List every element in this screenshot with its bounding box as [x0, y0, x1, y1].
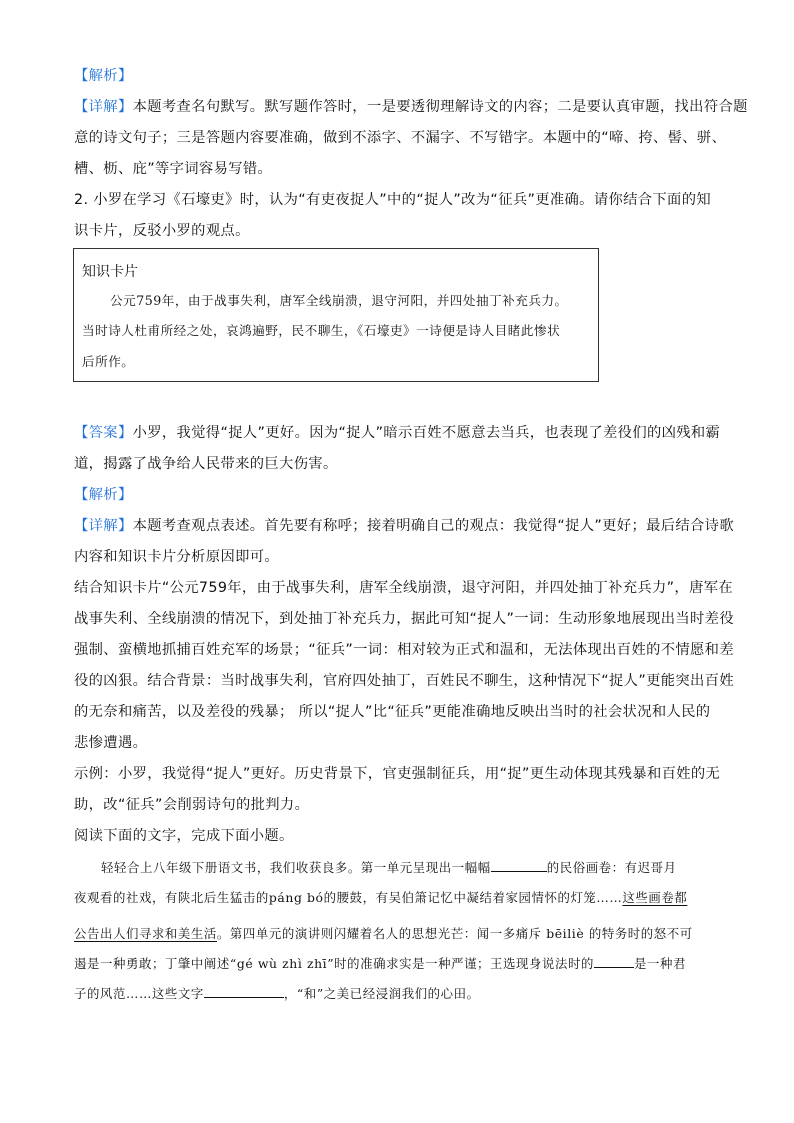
- passage-line: [101, 859, 677, 877]
- detail-line: 意的诗文句子；三是答题内容要准确，做到不添字、不漏字、不写错字。本题中的“啼、挎、髻、骈、: [74, 130, 727, 146]
- detail-text: 本题考查观点表述。首先要有称呼；接着明确自己的观点：我觉得“捉人”更好；最后结合诗歌: [132, 518, 734, 534]
- detail-line: 结合知识卡片“公元759年，由于战事失利，唐军全线崩溃，退守河阳，并四处抽丁补充兵力”，唐军在: [74, 580, 734, 596]
- fill-blank: [594, 955, 634, 968]
- detail-line: 悲惨遭遇。: [74, 735, 148, 751]
- answer-tag: 【答案】: [74, 425, 133, 441]
- fill-blank: [491, 859, 547, 872]
- card-line: 后所作。: [82, 354, 135, 369]
- passage-text: 子的风范……这些文字: [74, 986, 204, 1001]
- passage-text: 轻轻合上八年级下册语文书，我们收获良多。第一单元呈现出一幅幅: [101, 860, 491, 875]
- passage-text: 是一种君: [633, 956, 686, 971]
- detail-line: 强制、蛮横地抓捕百姓充军的场景；“征兵”一词：相对较为正式和温和，无法体现出百姓的不情愿和差: [74, 642, 734, 658]
- question-line: 识卡片，反驳小罗的观点。: [74, 223, 250, 239]
- analysis-tag: 【解析】: [74, 68, 133, 84]
- question-line: 2. 小罗在学习《石壕吏》时，认为“有吏夜捉人”中的“捉人”改为“征兵”更准确。请你结合下面的知: [74, 192, 711, 208]
- detail-line: 战事失利、全线崩溃的情况下，到处抽丁补充兵力，据此可知“捉人”一词：生动形象地展现出当时差役: [74, 611, 734, 627]
- instruction-line: 阅读下面的文字，完成下面小题。: [74, 828, 294, 844]
- example-line: 助，改“征兵”会削弱诗句的批判力。: [74, 797, 310, 813]
- passage-text: 遏是一种勇敢；丁肇中阐述“gé wù zhì zhī”时的准确求实是一种严谨；王选现身说法时的: [74, 956, 594, 971]
- knowledge-card: [73, 248, 599, 382]
- detail-line: 的无奈和痛苦，以及差役的残暴； 所以“捉人”比“征兵”更能准确地反映出当时的社会状况和人民的: [74, 704, 711, 720]
- passage-line: [74, 889, 687, 907]
- detail-tag: 【详解】: [74, 99, 133, 115]
- card-title: 知识卡片: [82, 264, 138, 280]
- answer-line: [74, 423, 720, 443]
- passage-line: [74, 925, 693, 943]
- detail-text: 本题考查名句默写。默写题作答时，一是要透彻理解诗文的内容；二是要认真审题，找出符合题: [132, 99, 748, 115]
- detail-tag: 【详解】: [74, 518, 133, 534]
- answer-line: 道，揭露了战争给人民带来的巨大伤害。: [74, 456, 338, 472]
- detail-line: 槽、枥、庇”等字词容易写错。: [74, 161, 273, 177]
- passage-text: 夜观看的社戏，有陕北后生猛击的páng bó的腰鼓，有吴伯箫记忆中凝结着家园情怀的灯笼……: [74, 890, 623, 905]
- card-line: 当时诗人杜甫所经之处，哀鸿遍野，民不聊生，《石壕吏》一诗便是诗人目睹此惨状: [82, 323, 561, 338]
- detail-line: [74, 97, 748, 117]
- passage-text: ，“和”之美已经浸润我们的心田。: [283, 986, 480, 1001]
- card-line: 公元759年，由于战事失利，唐军全线崩溃，退守河阳，并四处抽丁补充兵力。: [110, 293, 568, 308]
- detail-line: 内容和知识卡片分析原因即可。: [74, 549, 280, 565]
- passage-line: [74, 955, 686, 973]
- passage-text: 的民俗画卷：有迟哥月: [546, 860, 677, 875]
- passage-text: 。第四单元的演讲则闪耀着名人的思想光芒：闻一多痛斥 bēiliè 的特务时的怒不可: [216, 926, 693, 941]
- answer-text: 小罗，我觉得“捉人”更好。因为“捉人”暗示百姓不愿意去当兵，也表现了差役们的凶残和霸: [132, 425, 721, 441]
- detail-line: [74, 516, 734, 536]
- detail-line: 役的凶狠。结合背景：当时战事失利，官府四处抽丁，百姓民不聊生，这种情况下“捉人”更能突出百姓: [74, 673, 734, 689]
- analysis-tag: 【解析】: [74, 487, 133, 503]
- example-line: 示例：小罗，我觉得“捉人”更好。历史背景下，官吏强制征兵，用“捉”更生动体现其残暴和百姓的无: [74, 766, 721, 782]
- fill-blank: [204, 985, 284, 998]
- passage-line: [74, 985, 480, 1003]
- underlined-sentence: 这些画卷都: [622, 890, 688, 905]
- underlined-sentence: 公告出人们寻求和美生活: [74, 926, 217, 941]
